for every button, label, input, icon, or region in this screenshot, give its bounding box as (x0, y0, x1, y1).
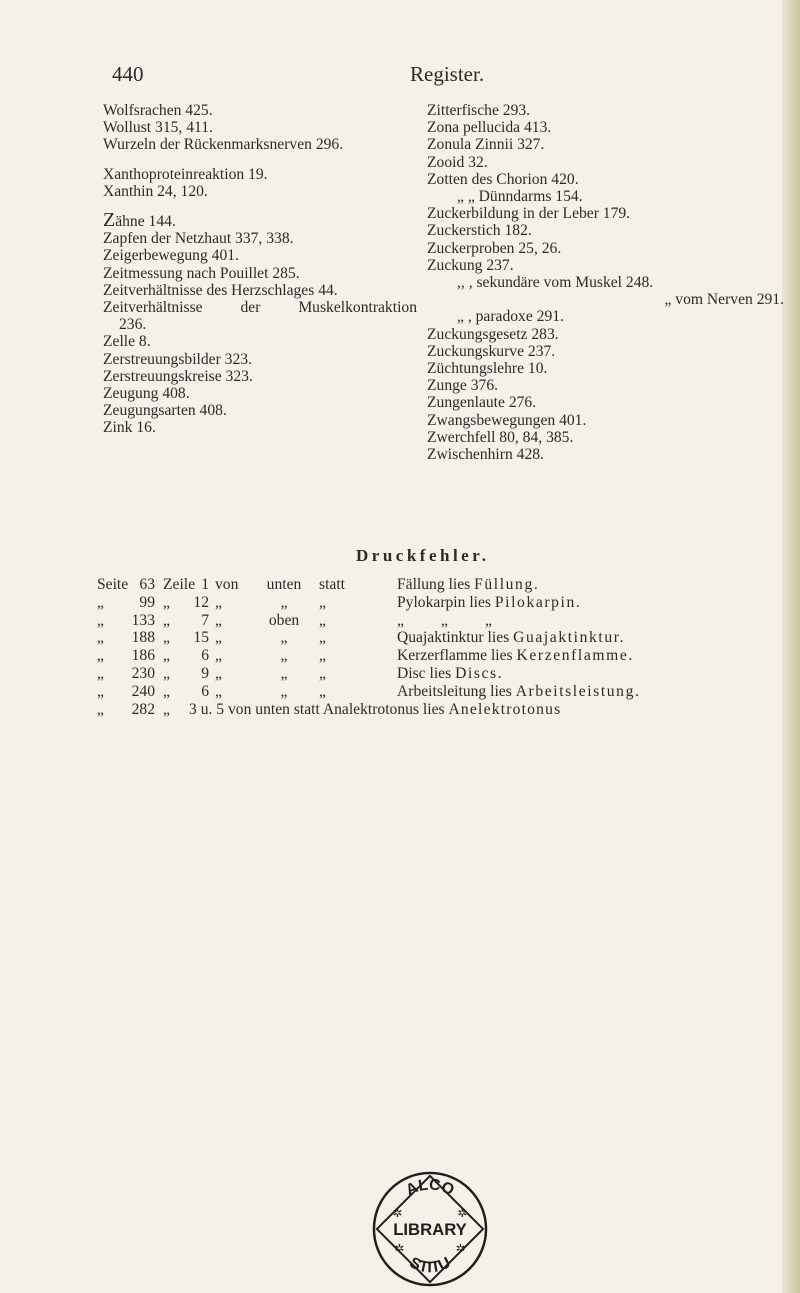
errata-right: Kerzenflamme. (516, 647, 634, 665)
errata-text: von unten statt Analektrotonus lies (228, 700, 445, 718)
errata-line: 3 u. 5 (189, 700, 225, 718)
index-entry: Zunge 376. (427, 377, 499, 395)
index-entry: Zuckungskurve 237. (427, 342, 556, 360)
errata-correction (397, 612, 492, 630)
index-entry: Zotten des Chorion 420. (427, 170, 579, 188)
errata-page: 186 (131, 647, 155, 665)
errata-wrong: „ (397, 611, 404, 629)
index-entry: Zeigerbewegung 401. (103, 247, 239, 265)
index-entry: Zwerchfell 80, 84, 385. (427, 428, 574, 446)
index-entry: Zuckerstich 182. (427, 222, 532, 240)
errata-lies: lies (490, 682, 512, 700)
stamp-center-text: LIBRARY (393, 1219, 467, 1239)
errata-right: Anelektrotonus (448, 700, 562, 718)
errata-zeile: „ (163, 700, 170, 718)
errata-von: „ (215, 682, 222, 700)
index-entry: Zwischenhirn 428. (427, 446, 544, 464)
errata-statt: statt (319, 576, 345, 593)
stamp-bottom-text: STITU (406, 1254, 454, 1277)
index-entry-text: ähne 144. (115, 213, 176, 231)
index-entry: Zonula Zinnii 327. (427, 136, 545, 154)
section-initial: Z (103, 209, 116, 232)
errata-right: Discs. (455, 664, 504, 682)
errata-correction (397, 683, 640, 701)
errata-direction: oben (268, 611, 300, 629)
errata-wrong: Kerzerflamme (397, 647, 488, 665)
errata-zeile: „ (163, 682, 170, 700)
errata-right: Arbeitsleistung. (515, 682, 641, 700)
errata-correction (189, 701, 561, 719)
errata-page: 188 (131, 629, 155, 647)
errata-von: von (215, 576, 239, 593)
index-entry: Zeitmessung nach Pouillet 285. (103, 264, 300, 282)
errata-direction: „ (280, 593, 288, 611)
index-entry: Zeugungsarten 408. (103, 402, 227, 420)
index-entry: Zerstreuungskreise 323. (103, 367, 253, 385)
errata-line: 7 (201, 611, 209, 629)
errata-statt: „ (319, 647, 326, 665)
errata-page: 240 (131, 682, 155, 700)
errata-wrong: Quajaktinktur (397, 629, 484, 647)
errata-correction (397, 629, 625, 647)
errata-lies: lies (448, 576, 471, 593)
errata-lies: lies (490, 647, 513, 665)
errata-line: 15 (193, 629, 209, 647)
errata-zeile: „ (163, 647, 170, 665)
errata-seite: „ (97, 700, 104, 718)
index-entry: Zungenlaute 276. (427, 394, 537, 412)
errata-page: 99 (139, 593, 155, 611)
errata-direction: „ (280, 682, 288, 700)
errata-seite: Seite (97, 576, 129, 593)
index-entry: Wurzeln der Rückenmarksnerven 296. (103, 136, 344, 154)
errata-direction: „ (280, 647, 288, 665)
errata-lies: lies (487, 629, 510, 647)
errata-right: Füllung. (474, 576, 540, 593)
errata-zeile: „ (163, 664, 170, 682)
index-entry-continuation: 236. (119, 316, 147, 334)
library-stamp (371, 1170, 489, 1288)
index-entry: ,, , sekundäre vom Muskel 248. (457, 274, 654, 292)
errata-right: „ (485, 611, 492, 629)
errata-seite: „ (97, 593, 104, 611)
index-entry: Züchtungslehre 10. (427, 360, 548, 378)
errata-page: 133 (131, 611, 155, 629)
star-icon: ✲ (394, 1241, 405, 1256)
errata-page: 282 (131, 700, 155, 718)
page-number: 440 (112, 62, 144, 86)
errata-line: 12 (193, 593, 209, 611)
index-entry: Wolfsrachen 425. (103, 102, 213, 119)
errata-statt: „ (319, 664, 326, 682)
errata-seite: „ (97, 611, 104, 629)
errata-zeile: „ (163, 629, 170, 647)
errata-line: 9 (201, 664, 209, 682)
errata-direction: „ (280, 664, 288, 682)
errata-right: Guajaktinktur. (513, 629, 626, 647)
errata-direction: unten (266, 576, 302, 593)
errata-wrong: Disc (397, 664, 426, 682)
index-entry: Zerstreuungsbilder 323. (103, 350, 252, 368)
errata-lies: „ (441, 611, 448, 629)
index-entry: Zooid 32. (427, 153, 488, 171)
index-entry: Zona pellucida 413. (427, 119, 552, 137)
running-title: Register. (410, 62, 485, 86)
index-entry: „ „ Dünndarms 154. (457, 188, 583, 206)
errata-correction (397, 594, 581, 612)
errata-seite: „ (97, 629, 104, 647)
errata-wrong: Arbeitsleitung (397, 682, 487, 700)
index-entry: Xanthin 24, 120. (103, 182, 208, 200)
index-entry: Zitterfische 293. (427, 102, 531, 119)
index-entry: Wollust 315, 411. (103, 119, 213, 137)
errata-page: 230 (131, 664, 155, 682)
index-entry: Zelle 8. (103, 333, 151, 351)
star-icon: ✲ (455, 1241, 466, 1256)
index-entry: Zuckerbildung in der Leber 179. (427, 205, 631, 223)
errata-direction: „ (280, 629, 288, 647)
errata-right: Pilokarpin. (494, 593, 582, 611)
index-entry: Zuckungsgesetz 283. (427, 325, 559, 343)
errata-correction (397, 576, 539, 594)
index-entry: Zapfen der Netzhaut 337, 338. (103, 230, 294, 248)
star-icon: ✲ (457, 1206, 468, 1221)
index-entry: Zuckerproben 25, 26. (427, 239, 562, 257)
index-entry: Zwangsbewegungen 401. (427, 411, 587, 429)
errata-wrong: Fällung (397, 576, 445, 593)
index-entry: Zeitverhältnisse der Muskelkontraktion (103, 299, 417, 317)
errata-seite: „ (97, 664, 104, 682)
errata-von: „ (215, 611, 222, 629)
star-icon: ✲ (392, 1206, 403, 1221)
errata-wrong: Pylokarpin (397, 593, 466, 611)
errata-von: „ (215, 593, 222, 611)
page-header (0, 62, 800, 86)
index-entry: Zeitverhältnisse des Herzschlages 44. (103, 281, 338, 299)
errata-lies: lies (469, 593, 491, 611)
index-entry: Xanthoproteinreaktion 19. (103, 165, 268, 183)
errata-correction (397, 665, 503, 683)
errata-statt: „ (319, 629, 326, 647)
errata-zeile: „ (163, 611, 170, 629)
errata-statt: „ (319, 593, 326, 611)
index-entry: „ , paradoxe 291. (457, 308, 564, 326)
index-column-left (103, 102, 423, 437)
errata-page: 63 (139, 576, 155, 593)
errata-line: 6 (201, 682, 209, 700)
errata-von: „ (215, 664, 222, 682)
index-entry: Zink 16. (103, 419, 156, 437)
errata-zeile: Zeile (163, 576, 196, 593)
errata-von: „ (215, 629, 222, 647)
errata-line: 1 (201, 576, 209, 593)
errata-seite: „ (97, 682, 104, 700)
index-column-right (427, 102, 787, 463)
index-entry (103, 209, 423, 232)
errata-correction (397, 647, 634, 665)
errata-statt: „ (319, 611, 326, 629)
errata-von: „ (215, 647, 222, 665)
errata-zeile: „ (163, 593, 170, 611)
errata-line: 6 (201, 647, 209, 665)
errata-lies: lies (429, 664, 452, 682)
stamp-top-text: ALCO (403, 1176, 457, 1200)
index-entry: Zeugung 408. (103, 385, 190, 403)
errata-seite: „ (97, 647, 104, 665)
index-entry: „ vom Nerven 291. (664, 291, 784, 309)
errata-heading: Druckfehler. (356, 546, 490, 565)
errata-statt: „ (319, 682, 326, 700)
index-entry: Zuckung 237. (427, 256, 514, 274)
